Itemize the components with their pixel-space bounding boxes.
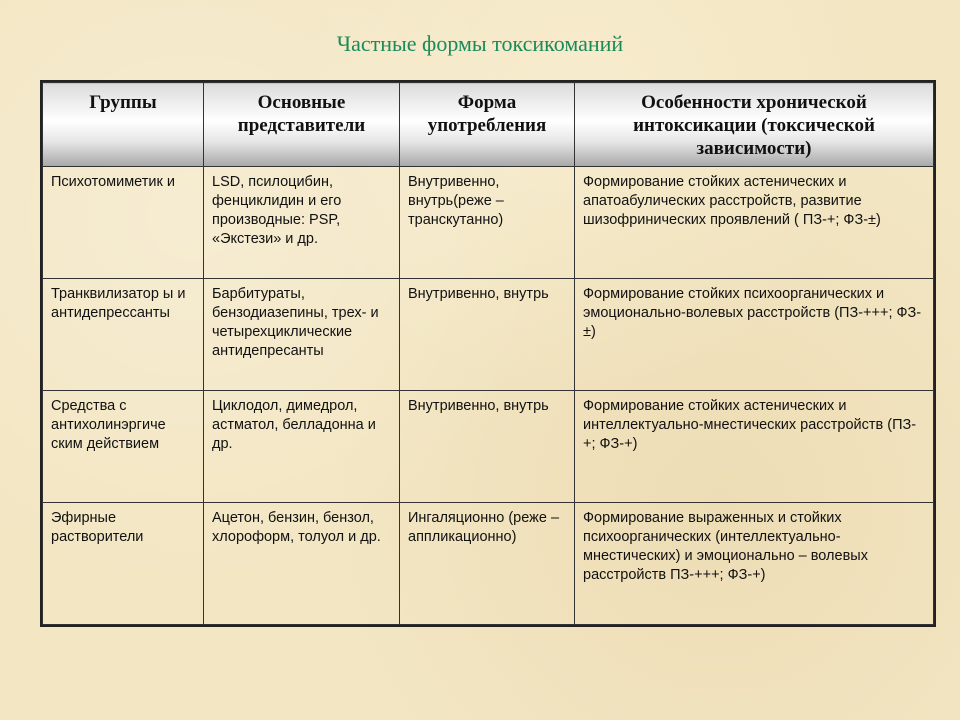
cell-intoxication-features: Формирование выраженных и стойких психоорганических (интеллектуально-мнестических) и эмоционально – волевых расстройств ПЗ-+++; ФЗ-+) [575,503,934,625]
toxicomania-table [42,82,934,625]
cell-intoxication-features: Формирование стойких астенических и интеллектуально-мнестических расстройств (ПЗ-+; ФЗ-+) [575,391,934,503]
header-intoxication-features: Особенности хронической интоксикации (токсической зависимости) [575,83,934,167]
cell-usage-form: Ингаляционно (реже – аппликационно) [400,503,575,625]
cell-usage-form: Внутривенно, внутрь(реже – транскутанно) [400,167,575,279]
cell-usage-form: Внутривенно, внутрь [400,391,575,503]
cell-intoxication-features: Формирование стойких психоорганических и эмоционально-волевых расстройств (ПЗ-+++; ФЗ-±) [575,279,934,391]
cell-usage-form: Внутривенно, внутрь [400,279,575,391]
cell-representatives: Циклодол, димедрол, астматол, белладонна и др. [204,391,400,503]
cell-representatives: LSD, псилоцибин, фенциклидин и его производные: PSP, «Экстези» и др. [204,167,400,279]
table-row [43,503,934,625]
header-representatives: Основные представители [204,83,400,167]
toxicomania-table-container [40,80,936,627]
slide-title: Частные формы токсикоманий [336,31,624,56]
cell-group: Эфирные растворители [43,503,204,625]
table-row [43,167,934,279]
header-usage-form: Форма употребления [400,83,575,167]
cell-group: Средства с антихолинэргиче ским действием [43,391,204,503]
cell-group: Психотомиметик и [43,167,204,279]
table-row [43,279,934,391]
cell-representatives: Барбитураты, бензодиазепины, трех- и четырехциклические антидепресанты [204,279,400,391]
header-groups: Группы [43,83,204,167]
table-row [43,391,934,503]
table-header-row [43,83,934,167]
cell-intoxication-features: Формирование стойких астенических и апатоабулических расстройств, развитие шизофринических проявлений ( ПЗ-+; ФЗ-±) [575,167,934,279]
cell-representatives: Ацетон, бензин, бензол, хлороформ, толуол и др. [204,503,400,625]
cell-group: Транквилизатор ы и антидепрессанты [43,279,204,391]
